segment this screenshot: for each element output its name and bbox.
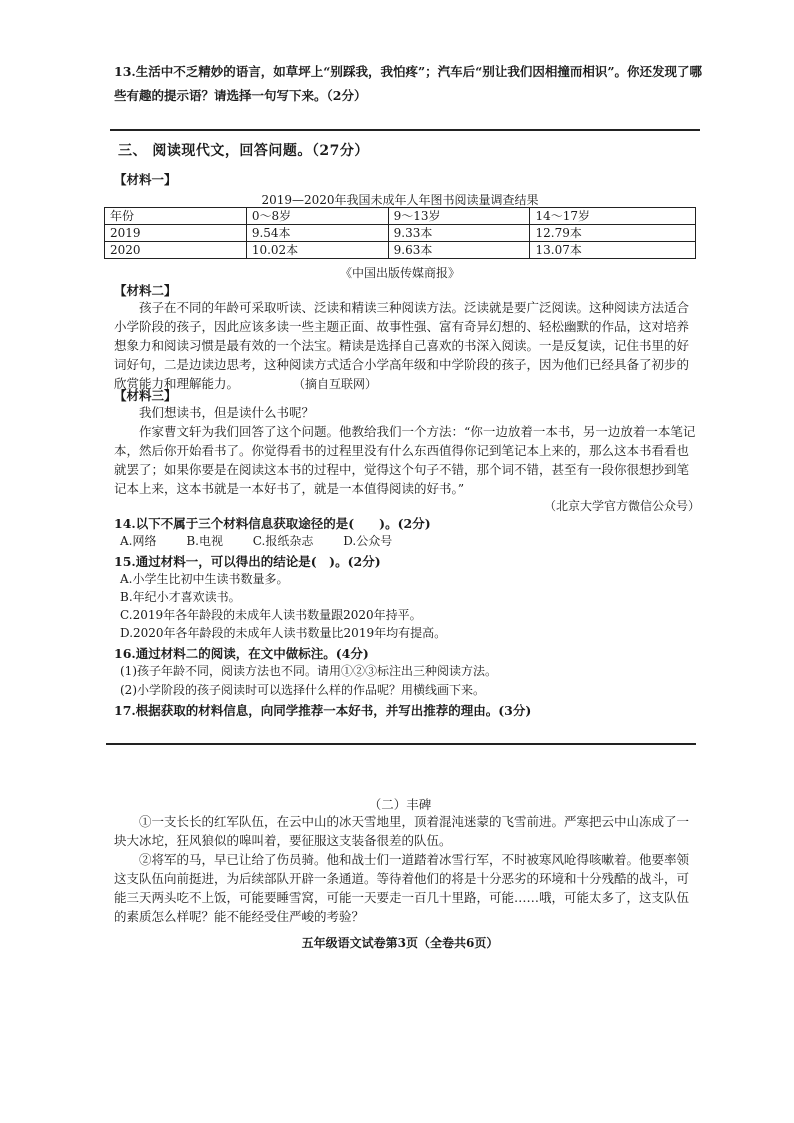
passage-title: （二）丰碑 <box>368 797 432 812</box>
q16-item-2: (2)小学阶段的孩子阅读时可以选择什么样的作品呢？用横线画下来。 <box>120 683 486 697</box>
option-d: D.公众号 <box>343 534 393 548</box>
material-1-source: 《中国出版传媒商报》 <box>339 266 460 280</box>
material-1-label: 【材料一】 <box>114 172 177 187</box>
passage-p1: ①一支长长的红军队伍，在云中山的冰天雪地里，顶着混沌迷蒙的飞雪前进。严寒把云中山冻成了一块大冰坨，狂风狼似的嗥叫着，要征服这支装备很差的队伍。 <box>114 814 690 848</box>
table-header-cell: 年份 <box>105 208 247 225</box>
question-13: 13.生活中不乏精妙的语言，如草坪上“别踩我，我怕疼”；汽车后“别让我们因相撞而相识”。你还发现了哪些有趣的提示语？请选择一句写下来。（2分） <box>114 64 703 103</box>
reading-survey-table <box>104 207 696 259</box>
table-cell: 13.07本 <box>530 242 696 259</box>
table-cell: 9.33本 <box>388 225 530 242</box>
option-a: A.网络 <box>120 534 157 548</box>
material-2-label: 【材料二】 <box>114 283 177 298</box>
table-header-cell: 9～13岁 <box>388 208 530 225</box>
table-cell: 2019 <box>105 225 247 242</box>
table-row <box>105 242 696 259</box>
material-3-source: （北京大学官方微信公众号） <box>543 499 700 513</box>
table-header-cell: 0～8岁 <box>246 208 388 225</box>
table-cell: 2020 <box>105 242 247 259</box>
table-cell: 9.63本 <box>388 242 530 259</box>
option-c: C.报纸杂志 <box>252 534 314 548</box>
table-cell: 9.54本 <box>246 225 388 242</box>
material-2-body: 孩子在不同的年龄可采取听读、泛读和精读三种阅读方法。泛读就是要广泛阅读。这种阅读方法适合小学阶段的孩子，因此应该多读一些主题正面、故事性强、富有奇异幻想的、轻松幽默的作品，这对培养想象力和阅读习惯是最有效的一个法宝。精读是选择自己喜欢的书深入阅读。一是反复读，记住书里的好词好句，二是边读边思考，这种阅读方式适合小学高年级和中学阶段的孩子，因为他们已经具备了初步的欣赏能力和理解能力。 <box>114 300 690 391</box>
table-row <box>105 225 696 242</box>
q15-option-a: A.小学生比初中生读书数量多。 <box>120 572 289 586</box>
question-14-options <box>120 532 418 549</box>
question-14: 14.以下不属于三个材料信息获取途径的是( )。(2分) <box>114 516 431 531</box>
q15-option-d: D.2020年各年龄段的未成年人读书数量比2019年均有提高。 <box>120 626 447 640</box>
section-3-title: 三、 阅读现代文，回答问题。（27分） <box>118 143 369 159</box>
q16-item-1: (1)孩子年龄不同，阅读方法也不同。请用①②③标注出三种阅读方法。 <box>120 664 498 678</box>
passage-p2: ②将军的马，早已让给了伤员骑。他和战士们一道踏着冰雪行军，不时被寒风呛得咳嗽着。他要率领这支队伍向前挺进，为后续部队开辟一条通道。等待着他们的将是十分恶劣的环境和十分残酷的战斗，可能三天两头吃不上饭，可能要睡雪窝，可能一天要走一百几十里路，可能……哦，可能太多了，这支队伍的素质怎么样呢？能不能经受住严峻的考验？ <box>114 852 690 924</box>
material-3-p1: 我们想读书，但是读什么书呢？ <box>139 405 315 420</box>
material-2-text <box>114 298 698 394</box>
option-b: B.电视 <box>186 534 223 548</box>
page-footer: 五年级语文试卷第3页（全卷共6页） <box>301 936 499 950</box>
question-15: 15.通过材料一，可以得出的结论是( )。(2分) <box>114 554 381 569</box>
material-3-p2: 作家曹文轩为我们回答了这个问题。他教给我们一个方法：“你一边放着一本书，另一边放着一本笔记本，然后你开始看书了。你觉得看书的过程里没有什么东西值得你记到笔记本上来的，那么这本书看看也就罢了；如果你要是在阅读这本书的过程中，觉得这个句子不错，那个词不错，甚至有一段你很想抄到笔记本上来，这本书就是一本好书了，就是一本值得阅读的好书。” <box>114 424 696 496</box>
question-16: 16.通过材料二的阅读，在文中做标注。(4分) <box>114 646 369 661</box>
material-3-label: 【材料三】 <box>114 388 177 403</box>
table-title: 2019—2020年我国未成年人年图书阅读量调查结果 <box>261 193 539 207</box>
answer-line-q17 <box>106 743 696 745</box>
table-header-row <box>105 208 696 225</box>
table-cell: 10.02本 <box>246 242 388 259</box>
q15-option-b: B.年纪小才喜欢读书。 <box>120 590 241 604</box>
question-17: 17.根据获取的材料信息，向同学推荐一本好书，并写出推荐的理由。(3分) <box>114 703 532 718</box>
q15-option-c: C.2019年各年龄段的未成年人读书数量跟2020年持平。 <box>120 608 422 622</box>
answer-line-q13 <box>110 129 700 131</box>
table-header-cell: 14～17岁 <box>530 208 696 225</box>
table-cell: 12.79本 <box>530 225 696 242</box>
material-2-source: （摘自互联网） <box>299 377 378 391</box>
